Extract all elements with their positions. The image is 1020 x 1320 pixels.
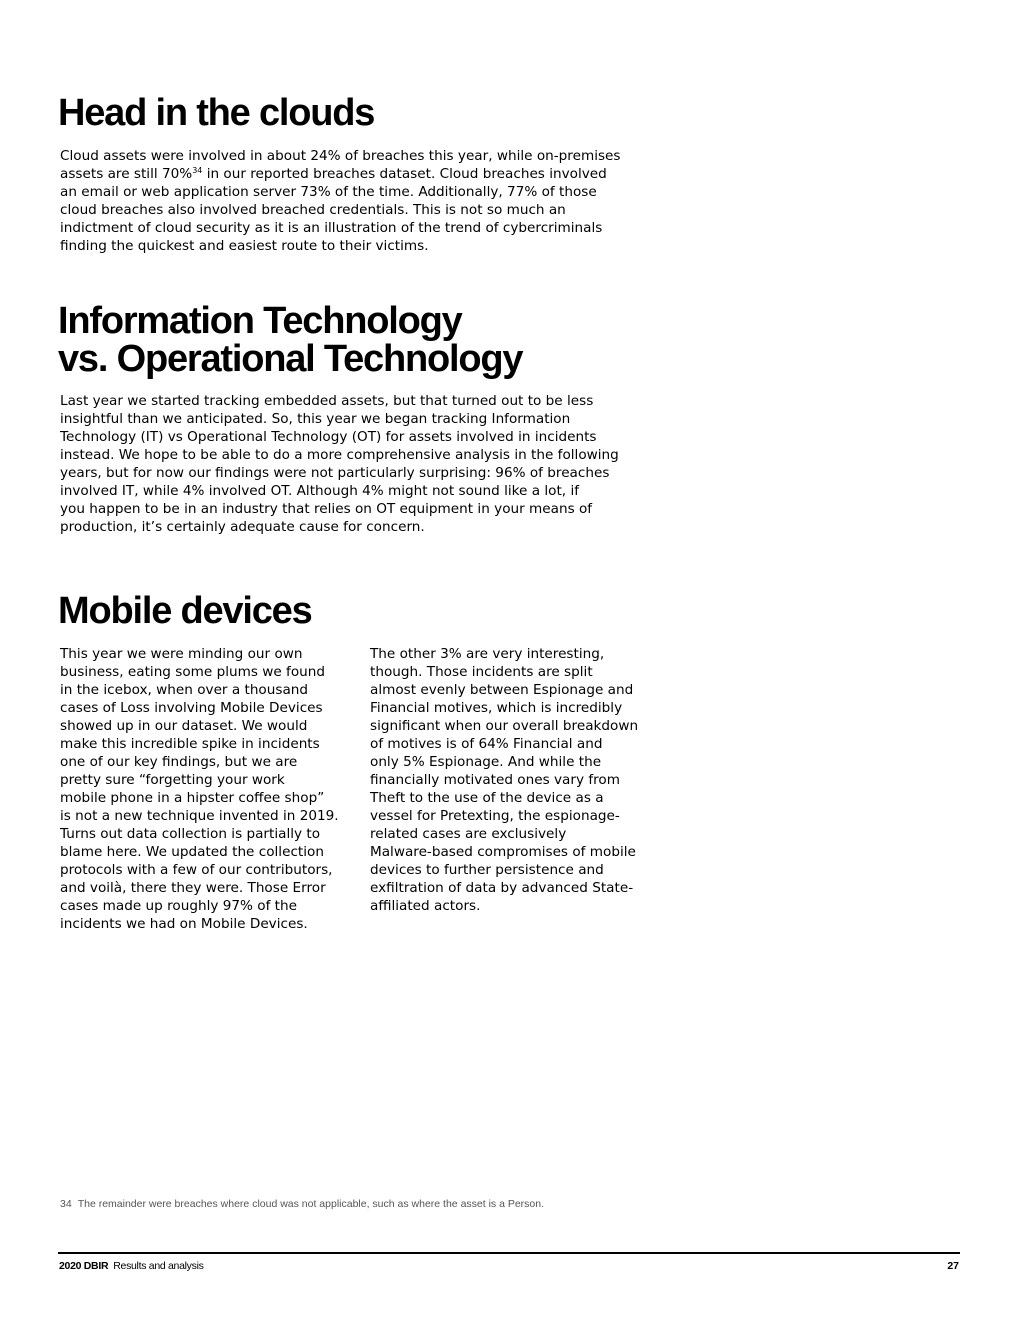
- footnote: [60, 1197, 544, 1211]
- paragraph-line: insightful than we anticipated. So, this year we began tracking Information: [60, 411, 571, 427]
- paragraph-line: [60, 165, 621, 183]
- paragraph-line: vessel for Pretexting, the espionage-: [370, 808, 620, 824]
- paragraph-line: cases of Loss involving Mobile Devices: [60, 700, 323, 716]
- paragraph-line: cloud breaches also involved breached credentials. This is not so much an: [60, 202, 566, 218]
- footnote-text: The remainder were breaches where cloud was not applicable, such as where the asset is a Person.: [77, 1198, 545, 1210]
- paragraph-line: Malware-based compromises of mobile: [370, 844, 636, 860]
- paragraph-line: devices to further persistence and: [370, 862, 604, 878]
- paragraph-line: exfiltration of data by advanced State-: [370, 880, 634, 896]
- paragraph-line: and voilà, there they were. Those Error: [60, 880, 326, 896]
- paragraph-line: one of our key findings, but we are: [60, 754, 298, 770]
- section-heading-it-ot: [58, 302, 522, 378]
- paragraph-line: make this incredible spike in incidents: [60, 736, 320, 752]
- section-paragraph-it-ot: [60, 392, 619, 536]
- paragraph-line: This year we were minding our own: [60, 646, 303, 662]
- paragraph-line: though. Those incidents are split: [370, 664, 593, 680]
- page-number: 27: [947, 1260, 959, 1272]
- paragraph-line: Technology (IT) vs Operational Technology (OT) for assets involved in incidents: [60, 429, 597, 445]
- paragraph-line: is not a new technique invented in 2019.: [60, 808, 339, 824]
- paragraph-line: Last year we started tracking embedded assets, but that turned out to be less: [60, 393, 594, 409]
- mobile-column-left: [60, 645, 339, 933]
- paragraph-line: Cloud assets were involved in about 24% of breaches this year, while on-premises: [60, 148, 621, 164]
- paragraph-line: protocols with a few of our contributors,: [60, 862, 333, 878]
- section-heading-mobile: Mobile devices: [58, 590, 312, 632]
- paragraph-line: pretty sure “forgetting your work: [60, 772, 285, 788]
- paragraph-line: mobile phone in a hipster coffee shop”: [60, 790, 325, 806]
- footnote-number: 34: [60, 1198, 72, 1210]
- paragraph-line: Theft to the use of the device as a: [370, 790, 604, 806]
- paragraph-line: Turns out data collection is partially to: [60, 826, 321, 842]
- footer-brand: 2020 DBIR: [59, 1260, 109, 1272]
- section-heading-cloud: Head in the clouds: [58, 92, 375, 134]
- paragraph-line: in the icebox, when over a thousand: [60, 682, 309, 698]
- paragraph-line: instead. We hope to be able to do a more comprehensive analysis in the following: [60, 447, 619, 463]
- mobile-column-right: [370, 645, 638, 915]
- paragraph-line: significant when our overall breakdown: [370, 718, 639, 734]
- footer-label: [59, 1259, 204, 1273]
- heading-line: vs. Operational Technology: [58, 338, 523, 380]
- paragraph-line: business, eating some plums we found: [60, 664, 326, 680]
- paragraph-line: affiliated actors.: [370, 898, 481, 914]
- footer-divider: [58, 1252, 960, 1254]
- paragraph-line: financially motivated ones vary from: [370, 772, 620, 788]
- footnote-reference: 34: [192, 166, 203, 175]
- paragraph-line: indictment of cloud security as it is an illustration of the trend of cybercriminals: [60, 220, 603, 236]
- heading-line: Information Technology: [58, 300, 462, 342]
- paragraph-line: related cases are exclusively: [370, 826, 567, 842]
- paragraph-text: in our reported breaches dataset. Cloud breaches involved: [202, 166, 607, 182]
- paragraph-line: The other 3% are very interesting,: [370, 646, 605, 662]
- paragraph-text: assets are still 70%: [60, 166, 193, 182]
- paragraph-line: cases made up roughly 97% of the: [60, 898, 297, 914]
- paragraph-line: Financial motives, which is incredibly: [370, 700, 623, 716]
- paragraph-line: finding the quickest and easiest route to their victims.: [60, 238, 429, 254]
- footer-section: Results and analysis: [113, 1260, 204, 1272]
- paragraph-line: of motives is of 64% Financial and: [370, 736, 603, 752]
- paragraph-line: years, but for now our findings were not particularly surprising: 96% of breaches: [60, 465, 610, 481]
- paragraph-line: production, it’s certainly adequate cause for concern.: [60, 519, 425, 535]
- paragraph-line: almost evenly between Espionage and: [370, 682, 634, 698]
- paragraph-line: involved IT, while 4% involved OT. Although 4% might not sound like a lot, if: [60, 483, 580, 499]
- paragraph-line: an email or web application server 73% of the time. Additionally, 77% of those: [60, 184, 597, 200]
- paragraph-line: incidents we had on Mobile Devices.: [60, 916, 308, 932]
- paragraph-line: you happen to be in an industry that relies on OT equipment in your means of: [60, 501, 593, 517]
- paragraph-line: blame here. We updated the collection: [60, 844, 324, 860]
- section-paragraph-cloud: [60, 147, 621, 255]
- paragraph-line: showed up in our dataset. We would: [60, 718, 308, 734]
- paragraph-line: only 5% Espionage. And while the: [370, 754, 602, 770]
